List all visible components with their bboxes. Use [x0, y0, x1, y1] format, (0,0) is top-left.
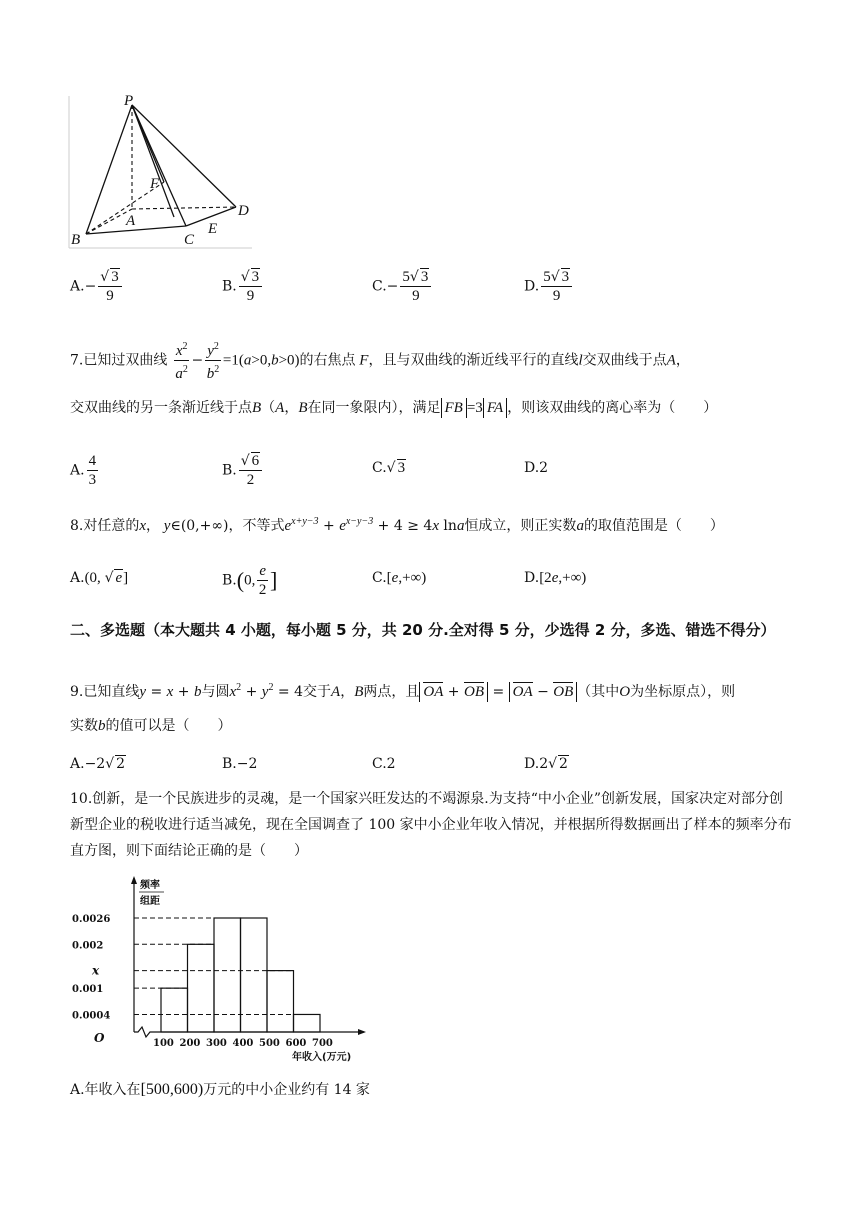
- q6-option-c[interactable]: C.− $\frac{5√ 3}{9}$: [372, 268, 433, 305]
- histogram-bar: [267, 971, 294, 1032]
- q10-stem: 10.创新，是一个民族进步的灵魂，是一个国家兴旺发达的不竭源泉.为支持“中小企业”创新发展，国家决定对部分创新型企业的税收进行适当减免，现在全国调查了 100 家中小企业年收入情况，并根据所得数据画出了样本的频率分布直方图，则下面结论正确的是（ ）: [70, 791, 792, 859]
- q8-stem: 8.对任意的x， y∈(0,+∞)，不等式$e^{x+y-3} + e^{x-y-3} + 4 \ge 4x$ lna恒成立，则正实数a的取值范围是（ ）: [70, 516, 724, 534]
- x-tick-label: 500: [259, 1038, 280, 1049]
- q7-option-c[interactable]: C.√ 3: [372, 460, 406, 476]
- y-tick-label: 0.0026: [72, 914, 111, 925]
- x-tick-label: 400: [232, 1038, 254, 1049]
- q9-option-c[interactable]: C.2: [372, 756, 396, 772]
- q10-option-a[interactable]: A.年收入在[500,600)万元的中小企业约有 14 家: [70, 1081, 370, 1098]
- frequency-histogram: [66, 866, 376, 1062]
- label-p: P: [124, 93, 134, 109]
- section-heading-multiple-choice: 二、多选题（本大题共 4 小题，每小题 5 分，共 20 分.全对得 5 分，少选得 2 分，多选、错选不得分）: [70, 621, 776, 639]
- q6-option-b[interactable]: B. $\frac{√ 3}{9}$: [222, 268, 264, 305]
- x-axis-label: 年收入(万元): [292, 1052, 352, 1062]
- y-axis-arrow: [131, 876, 137, 884]
- histogram-bar: [188, 944, 215, 1032]
- histogram-bar: [294, 1014, 321, 1032]
- q7-stem-line1: 7.已知过双曲线 $\frac{x^2}{a^2}$ − $\frac{y^2}{b^2}$ =1(a>0,b>0)的右焦点 F，且与双曲线的渐近线平行的直线l交双曲线于点A，: [70, 338, 690, 383]
- q8-option-a[interactable]: A.(0, √ e]: [70, 570, 129, 586]
- label-e: E: [208, 221, 218, 237]
- origin-label: O: [94, 1031, 105, 1045]
- label-c: C: [184, 232, 195, 248]
- y-tick-label: 0.002: [72, 940, 104, 952]
- q9-stem-line2: 实数b的值可以是（ ）: [70, 718, 232, 734]
- label-b: B: [71, 232, 81, 248]
- q9-option-d[interactable]: D.2√ 2: [524, 756, 568, 772]
- q9-stem-line1: 9.已知直线y = x + b与圆$x^2 + y^2 = 4$交于A，B两点，且 OA + OB = OA − OB （其中O为坐标原点），则: [70, 682, 736, 700]
- q7-stem-line2: 交双曲线的另一条渐近线于点B（A，B在同一象限内），满足 FB =3 FA ，则该双曲线的离心率为（ ）: [70, 400, 718, 416]
- q9-option-b[interactable]: B.−2: [222, 756, 258, 772]
- q6-option-a[interactable]: A.− $\frac{√ 3}{9}$: [70, 268, 124, 305]
- q8-option-c[interactable]: C.[e,+∞): [372, 570, 427, 586]
- q6-option-d[interactable]: D. $\frac{5√ 3}{9}$: [524, 268, 574, 305]
- y-tick-label: 0.001: [72, 984, 104, 996]
- y-tick-label: 0.0004: [72, 1010, 111, 1022]
- pyramid-figure: [66, 92, 256, 252]
- x-tick-label: 200: [179, 1038, 201, 1049]
- q7-option-d[interactable]: D.2: [524, 460, 549, 476]
- label-d: D: [238, 203, 249, 219]
- histogram-bar: [161, 988, 188, 1032]
- x-axis-arrow: [358, 1029, 366, 1035]
- q7-option-a[interactable]: A. $\frac{4}{3}$: [70, 453, 97, 488]
- label-f: F: [150, 176, 160, 192]
- y-label-top: 频率: [140, 880, 160, 891]
- x-tick-label: 100: [153, 1038, 174, 1049]
- y-label-bottom: 组距: [140, 896, 160, 907]
- x-tick-label: 600: [285, 1038, 307, 1049]
- q9-option-a[interactable]: A.−2√ 2: [70, 756, 126, 772]
- q8-option-d[interactable]: D.[2e,+∞): [524, 570, 587, 586]
- q7-option-b[interactable]: B. $\frac{√ 6}{2}$: [222, 452, 264, 489]
- q8-option-b[interactable]: B.(0, $\frac{e}{2}$ ]: [222, 563, 278, 598]
- x-tick-label: 300: [206, 1038, 227, 1049]
- y-tick-label: x: [92, 963, 100, 978]
- x-tick-label: 700: [312, 1038, 333, 1049]
- label-a: A: [126, 213, 136, 229]
